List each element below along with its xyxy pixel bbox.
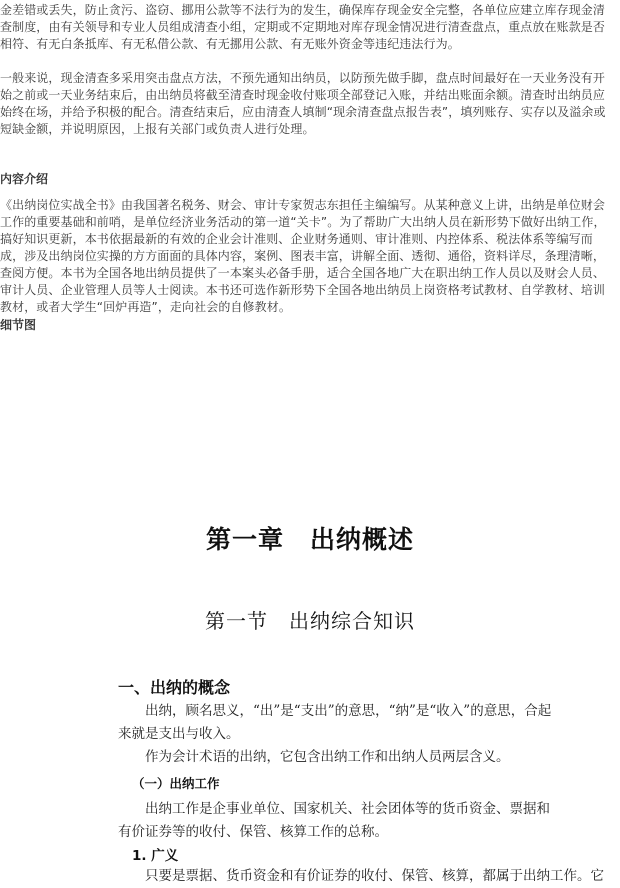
book-paragraph-2: 作为会计术语的出纳，它包含出纳工作和出纳人员两层含义。 [145,749,510,765]
heading-concept: 一、出纳的概念 [118,678,231,697]
book-paragraph-1: 出纳，顾名思义，“出”是“支出”的意思，“纳”是“收入”的意思，合起来就是支出与收入。 [118,703,552,742]
top-paragraph-2: 一般来说，现金清查多采用突击盘点方法，不预先通知出纳员，以防预先做手脚，盘点时间最好在一天业务没有开始之前或一天业务结束后，由出纳员将截至清查时现金收付账项全部登记入账，并结出账面余额。清查时出纳员应始终在场，并给予积极的配合。清查结束后，应由清查人填制“现余清查盘点报告表”，填列账存、实存以及溢余或短缺金额，并说明原因，上报有关部门或负责人进行处理。 [0,71,606,136]
heading-broad-sense: 1. 广义 [132,848,179,864]
intro-paragraph: 《出纳岗位实战全书》由我国著名税务、财会、审计专家贺志东担任主编编写。从某种意义上讲，出纳是单位财会工作的重要基础和前哨，是单位经济业务活动的第一道“关卡”。为了帮助广大出纳人员在新形势下做好出纳工作，搞好知识更新，本书依据最新的有效的企业会计准则、企业财务通则、审计准则、内控体系、税法体系等编写而成，涉及出纳岗位实操的方方面面的具体内容，案例、图表丰富，讲解全面、透彻、通俗，资料详尽，条理清晰，查阅方便。本书为全国各地出纳员提供了一本案头必备手册，适合全国各地广大在职出纳工作人员以及财会人员、审计人员、企业管理人员等人士阅读。本书还可选作新形势下全国各地出纳员上岗资格考试教材、自学教材、培训教材，或者大学生“回炉再造”，走向社会的自修教材。 [0,198,606,314]
detail-label: 细节图 [0,318,37,332]
book-paragraph-3: 出纳工作是企事业单位、国家机关、社会团体等的货币资金、票据和有价证券等的收付、保管、核算工作的总称。 [118,801,550,840]
heading-cashier-work: （一）出纳工作 [132,776,220,791]
book-paragraph-4: 只要是票据、货币资金和有价证券的收付、保管、核算，都属于出纳工作。它 [145,868,604,884]
top-paragraph-1: 金差错或丢失，防止贪污、盗窃、挪用公款等不法行为的发生，确保库存现金安全完整，各单位应建立库存现金清查制度，由有关领导和专业人员组成清查小组，定期或不定期地对库存现金情况进行清查盘点，重点放在账款是否相符、有无白条抵库、有无私借公款、有无挪用公款、有无账外资金等违纪违法行为。 [0,3,606,51]
section-title: 第一节 出纳综合知识 [205,609,415,633]
book-page-image [0,480,620,887]
chapter-title: 第一章 出纳概述 [205,525,414,554]
intro-label: 内容介绍 [0,172,49,186]
